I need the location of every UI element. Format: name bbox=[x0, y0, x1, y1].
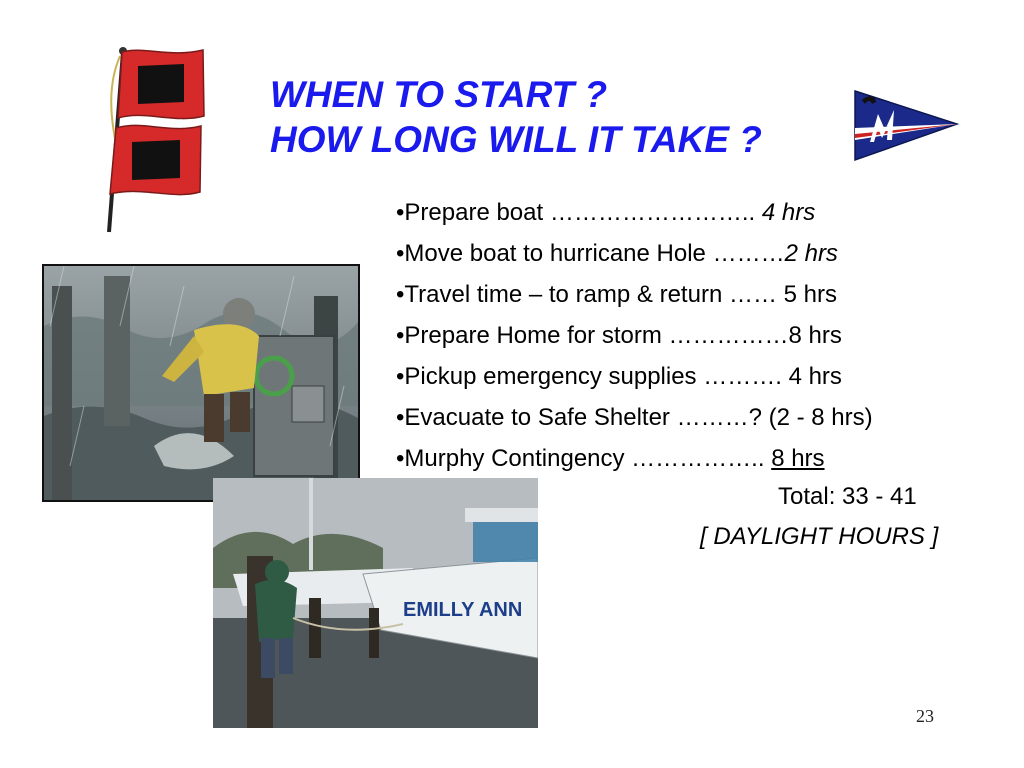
list-item bbox=[396, 360, 996, 401]
boat-dock-photo-image bbox=[213, 478, 538, 728]
list-item bbox=[396, 401, 996, 442]
club-pennant-logo-icon bbox=[852, 88, 960, 162]
list-item bbox=[396, 442, 996, 483]
total-hours: Total: 33 - 41 bbox=[778, 483, 917, 510]
title-line-1: WHEN TO START ? bbox=[270, 74, 608, 115]
bullet-value: 2 hrs bbox=[784, 240, 838, 267]
bullet-value: 8 hrs bbox=[771, 445, 825, 472]
bullet-label: •Murphy Contingency …………….. bbox=[396, 445, 772, 472]
list-item bbox=[396, 237, 996, 278]
boat-dock-photo bbox=[213, 478, 538, 728]
list-item bbox=[396, 196, 996, 237]
daylight-hours-note: [ DAYLIGHT HOURS ] bbox=[700, 523, 939, 550]
storm-pier-photo bbox=[42, 264, 360, 502]
bullet-label: •Pickup emergency supplies ………. bbox=[396, 363, 789, 390]
title-line-2: HOW LONG WILL IT TAKE ? bbox=[270, 119, 762, 160]
storm-pier-photo-image bbox=[44, 266, 358, 500]
bullet-value: 5 hrs bbox=[783, 281, 837, 308]
bullet-value: 4 hrs bbox=[761, 199, 816, 226]
slide-title bbox=[270, 72, 762, 162]
list-item bbox=[396, 278, 996, 319]
boat-name-text: EMILLY ANN bbox=[403, 599, 523, 621]
bullet-label: •Travel time – to ramp & return …… bbox=[396, 281, 784, 308]
list-item bbox=[396, 319, 996, 360]
time-estimate-list bbox=[396, 196, 996, 483]
bullet-label: •Prepare boat …………………….. bbox=[396, 199, 762, 226]
bullet-label: •Prepare Home for storm …………… bbox=[396, 322, 789, 349]
bullet-value: 8 hrs bbox=[788, 322, 842, 349]
bullet-value: 4 hrs bbox=[788, 363, 842, 390]
slide-number: 23 bbox=[916, 706, 934, 726]
bullet-label: •Evacuate to Safe Shelter ……… bbox=[396, 404, 749, 431]
hurricane-warning-flags-icon bbox=[100, 44, 210, 236]
bullet-value: ? (2 - 8 hrs) bbox=[748, 404, 873, 431]
bullet-label: •Move boat to hurricane Hole ……… bbox=[396, 240, 785, 267]
